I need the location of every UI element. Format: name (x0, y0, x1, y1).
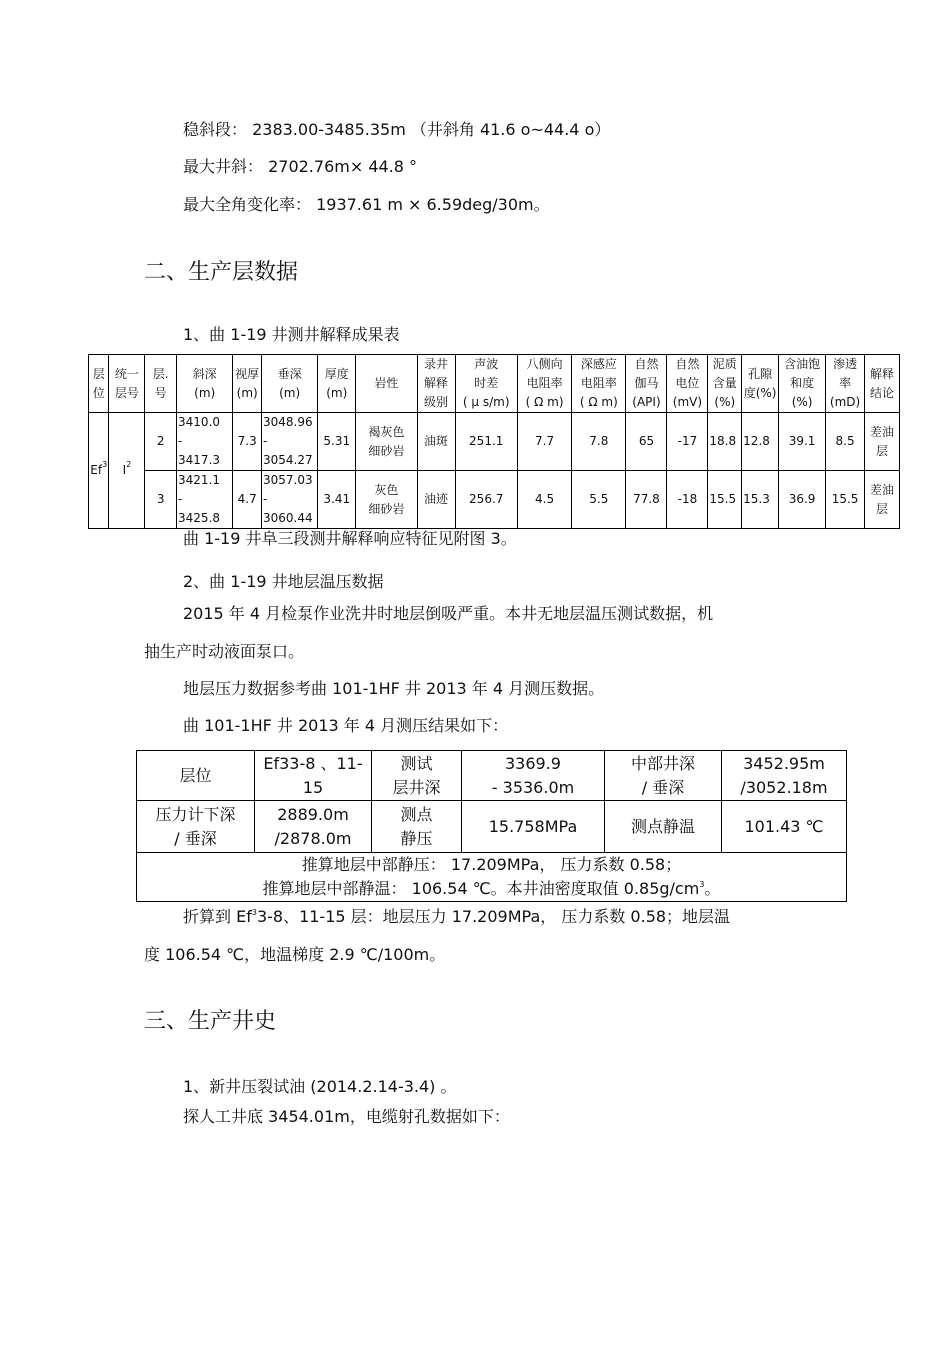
induction-resistivity: 7.8 (572, 413, 626, 471)
mid-depth-value: 3452.95m /3052.18m (722, 751, 847, 801)
column-header: 八侧向 电阻率 ( Ω m) (517, 355, 571, 413)
measured-depth: 3421.1 - 3425.8 (177, 471, 233, 529)
subsection-fracturing: 1、新井压裂试油 (2014.2.14-3.4) 。 (183, 1077, 457, 1096)
paragraph-3: 曲 101-1HF 井 2013 年 4 月测压结果如下： (183, 716, 509, 735)
layer-number: 2 (145, 413, 177, 471)
laterolog-resistivity: 7.7 (517, 413, 571, 471)
column-header: 深感应 电阻率 ( Ω m) (572, 355, 626, 413)
column-header: 视厚 (m) (233, 355, 262, 413)
section-2-heading: 二、生产层数据 (144, 260, 299, 285)
table-row (89, 471, 900, 529)
vertical-depth: 3048.96 - 3054.27 (262, 413, 318, 471)
test-depth-value: 3369.9 - 3536.0m (462, 751, 605, 801)
table-row (137, 751, 847, 801)
oil-saturation: 39.1 (779, 413, 826, 471)
calculated-summary: 推算地层中部静压： 17.209MPa， 压力系数 0.58； 推算地层中部静温： 106.54 ℃。本井油密度取值 $0.85g/cm^3$。 (137, 853, 847, 902)
column-header: 统一 层号 (109, 355, 145, 413)
layer-value: Ef33-8 、11-15 (255, 751, 372, 801)
paragraph-4-line-1: 折算到 Ef$^3$3-8、11-15 层：地层压力 17.209MPa， 压力系数 0.58；地层温 (183, 907, 731, 926)
column-header: 录井 解释 级别 (417, 355, 455, 413)
porosity: 12.8 (742, 413, 779, 471)
column-header: 自然 伽马 (API) (626, 355, 667, 413)
layer-number: 3 (145, 471, 177, 529)
column-header: 声波 时差 ( μ s/m) (455, 355, 517, 413)
figure-note: 曲 1-19 井阜三段测井解释响应特征见附图 3。 (183, 529, 517, 548)
table-1-header-row (89, 355, 900, 413)
measured-depth: 3410.0 - 3417.3 (177, 413, 233, 471)
thickness: 3.41 (318, 471, 356, 529)
gauge-depth-label: 压力计下深 / 垂深 (137, 801, 255, 853)
mudlog-grade: 油斑 (417, 413, 455, 471)
spontaneous-potential: -18 (667, 471, 708, 529)
laterolog-resistivity: 4.5 (517, 471, 571, 529)
column-header: 厚度 (m) (318, 355, 356, 413)
static-temperature-label: 测点静温 (605, 801, 722, 853)
mudlog-grade: 油迹 (417, 471, 455, 529)
acoustic: 256.7 (455, 471, 517, 529)
column-header: 自然 电位 (mV) (667, 355, 708, 413)
table-row (137, 853, 847, 902)
layer-label: 层位 (137, 751, 255, 801)
table-row (137, 801, 847, 853)
static-temperature-value: 101.43 ℃ (722, 801, 847, 853)
vertical-depth: 3057.03 - 3060.44 (262, 471, 318, 529)
unified-layer-cell: Ⅰ$^2$ (109, 413, 145, 529)
paragraph-2: 地层压力数据参考曲 101-1HF 井 2013 年 4 月测压数据。 (183, 679, 605, 698)
conclusion: 差油 层 (865, 471, 900, 529)
layer-cell: Ef$^3$ (89, 413, 109, 529)
apparent-thickness: 7.3 (233, 413, 262, 471)
column-header: 含油饱 和度 (%) (779, 355, 826, 413)
apparent-thickness: 4.7 (233, 471, 262, 529)
paragraph-4-line-2: 度 106.54 ℃，地温梯度 2.9 ℃/100m。 (144, 945, 446, 964)
gamma-ray: 77.8 (626, 471, 667, 529)
column-header: 解释 结论 (865, 355, 900, 413)
column-header: 渗透 率 (mD) (826, 355, 865, 413)
porosity: 15.3 (742, 471, 779, 529)
subsection-pressure-temperature: 2、曲 1-19 井地层温压数据 (183, 572, 384, 591)
column-header: 斜深 (m) (177, 355, 233, 413)
column-header: 垂深 (m) (262, 355, 318, 413)
spontaneous-potential: -17 (667, 413, 708, 471)
section-3-heading: 三、生产井史 (144, 1009, 277, 1034)
static-pressure-value: 15.758MPa (462, 801, 605, 853)
conclusion: 差油 层 (865, 413, 900, 471)
gamma-ray: 65 (626, 413, 667, 471)
test-depth-label: 测试 层井深 (372, 751, 462, 801)
paragraph-1-line-2: 抽生产时动液面泵口。 (144, 642, 305, 661)
induction-resistivity: 5.5 (572, 471, 626, 529)
gauge-depth-value: 2889.0m /2878.0m (255, 801, 372, 853)
column-header: 层. 号 (145, 355, 177, 413)
mid-depth-label: 中部井深 / 垂深 (605, 751, 722, 801)
paragraph-1-line-1: 2015 年 4 月检泵作业洗井时地层倒吸严重。本井无地层温压测试数据，机 (183, 604, 714, 623)
column-header: 泥质 含量 (%) (708, 355, 742, 413)
permeability: 15.5 (826, 471, 865, 529)
column-header: 孔隙 度(%) (742, 355, 779, 413)
shale-content: 15.5 (708, 471, 742, 529)
oil-saturation: 36.9 (779, 471, 826, 529)
pressure-test-table (136, 750, 847, 902)
acoustic: 251.1 (455, 413, 517, 471)
permeability: 8.5 (826, 413, 865, 471)
static-pressure-label: 测点 静压 (372, 801, 462, 853)
log-interpretation-table (88, 354, 900, 529)
intro-line-2: 最大井斜： 2702.76m× 44.8 ° (183, 157, 418, 176)
lithology: 灰色 细砂岩 (356, 471, 417, 529)
column-header: 岩性 (356, 355, 417, 413)
table-row (89, 413, 900, 471)
column-header: 层 位 (89, 355, 109, 413)
intro-line-1: 稳斜段： 2383.00-3485.35m （井斜角 41.6 o~44.4 o） (183, 120, 611, 139)
intro-line-3: 最大全角变化率： 1937.61 m × 6.59deg/30m。 (183, 195, 550, 214)
thickness: 5.31 (318, 413, 356, 471)
table-1-caption: 1、曲 1-19 井测井解释成果表 (183, 325, 400, 344)
shale-content: 18.8 (708, 413, 742, 471)
lithology: 褐灰色 细砂岩 (356, 413, 417, 471)
paragraph-perforation: 探人工井底 3454.01m，电缆射孔数据如下： (183, 1107, 510, 1126)
